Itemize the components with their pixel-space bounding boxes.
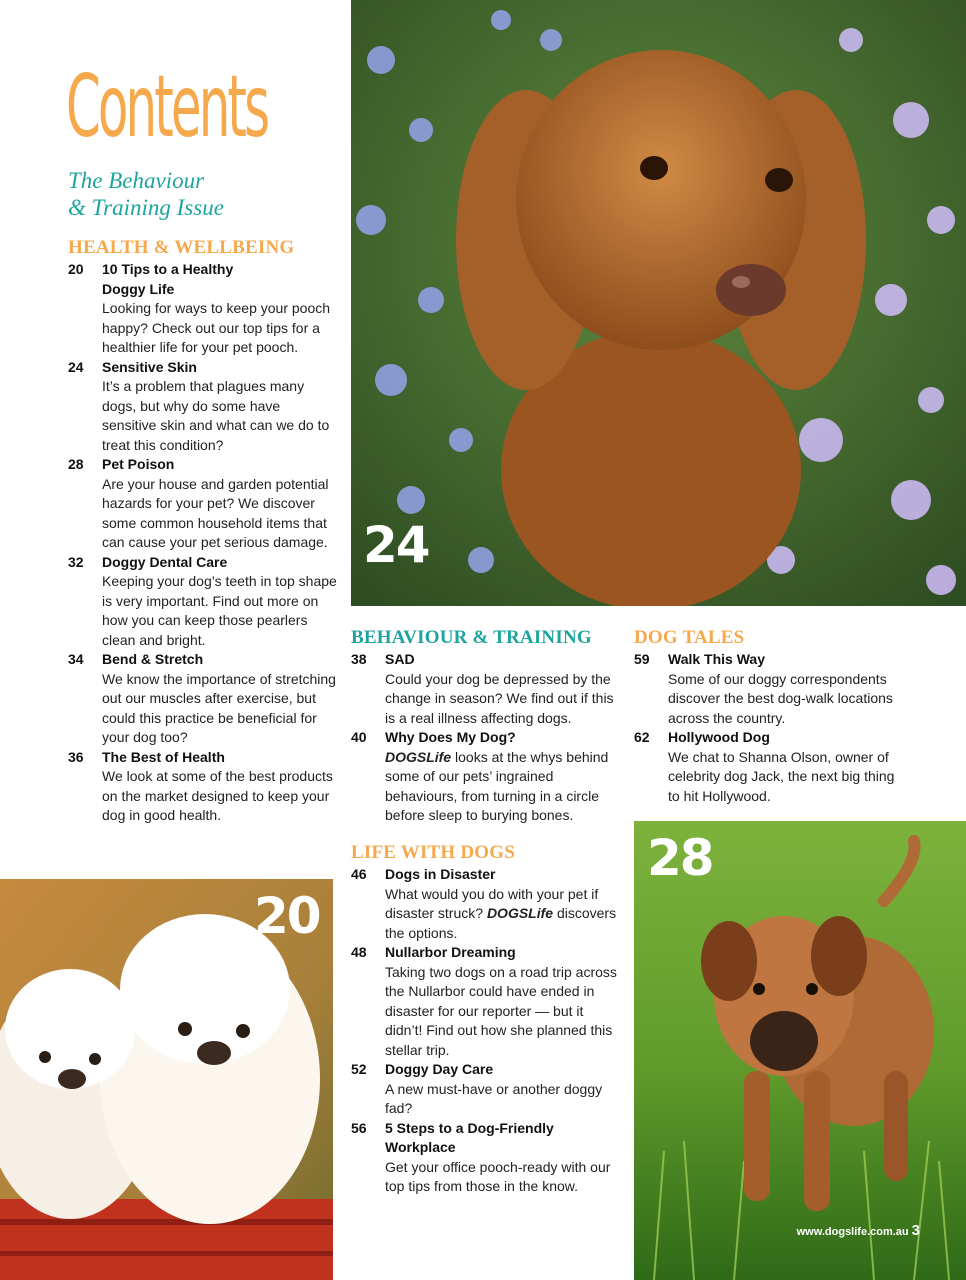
page-number: 56 <box>351 1119 367 1136</box>
page-number: 36 <box>68 748 84 765</box>
section-heading-health: HEALTH & WELLBEING <box>68 237 295 258</box>
entry-description: A new must-have or another doggy fad? <box>385 1080 603 1116</box>
section-heading-tales: DOG TALES <box>634 627 745 648</box>
tales-list <box>634 650 904 806</box>
entry-title: Nullarbor Dreaming <box>385 944 516 960</box>
dachshund-illustration <box>351 0 966 606</box>
page-number-footer: 3 <box>911 1222 920 1239</box>
entry-description: We know the importance of stretching out our muscles after exercise, but could this practice be beneficial for your dog too? <box>102 670 336 745</box>
magazine-name: DOGSLife <box>486 905 554 921</box>
entry-description: It’s a problem that plagues many dogs, but why do some have sensitive skin and what can we do to treat this condition? <box>102 378 330 453</box>
entry-description: What would you do with your pet if disaster struck? DOGSLife discovers the options. <box>385 885 617 941</box>
page-number: 24 <box>68 358 84 375</box>
toc-entry[interactable] <box>68 260 338 358</box>
page-number: 52 <box>351 1061 367 1077</box>
puppy-photo <box>634 821 966 1280</box>
entry-description: DOGSLife looks at the whys behind some of our pets’ ingrained behaviours, from turning in a circle before sleep to burying bones. <box>385 748 609 823</box>
entry-description: Are your house and garden potential hazards for your pet? We discover some common household items that can cause your pet serious damage. <box>102 475 329 550</box>
page-title: Contents <box>66 57 268 157</box>
page-number: 28 <box>68 456 84 472</box>
toc-entry[interactable] <box>351 650 621 728</box>
section-heading-behaviour: BEHAVIOUR & TRAINING <box>351 627 592 648</box>
page-number: 20 <box>68 261 84 277</box>
subtitle-line-2: & Training Issue <box>68 195 224 220</box>
toc-entry[interactable] <box>68 553 338 651</box>
section-heading-life: LIFE WITH DOGS <box>351 842 515 863</box>
behaviour-list <box>351 650 621 826</box>
toc-entry[interactable] <box>634 728 904 806</box>
toc-entry[interactable] <box>351 1060 621 1119</box>
entry-title: Walk This Way <box>668 651 765 667</box>
puppy-illustration <box>634 821 966 1280</box>
issue-subtitle <box>68 167 224 221</box>
entry-title: Dogs in Disaster <box>385 866 496 882</box>
dachshund-page-badge: 24 <box>363 516 429 574</box>
entry-title: Why Does My Dog? <box>385 729 516 745</box>
entry-description: Get your office pooch-ready with our top tips from those in the know. <box>385 1158 611 1194</box>
toc-entry[interactable] <box>68 455 338 553</box>
magazine-name: DOGSLife <box>385 748 452 765</box>
toc-entry[interactable] <box>351 1119 621 1197</box>
entry-description: Could your dog be depressed by the change in season? We find out if this is a real illness affecting dogs. <box>385 670 614 726</box>
toc-entry[interactable] <box>68 358 338 456</box>
page-number: 40 <box>351 729 367 745</box>
entry-title: Bend & Stretch <box>102 651 204 667</box>
pekingese-page-badge: 20 <box>254 887 320 945</box>
toc-entry[interactable] <box>68 650 338 748</box>
toc-entry[interactable] <box>351 865 621 943</box>
entry-description: Some of our doggy correspondents discover the best dog-walk locations across the country. <box>668 670 893 726</box>
page-number: 62 <box>634 729 650 745</box>
entry-title: 10 Tips to a Healthy Doggy Life <box>102 261 234 297</box>
pekingese-photo <box>0 879 333 1280</box>
website-url[interactable]: www.dogslife.com.au <box>796 1226 909 1238</box>
entry-title: Pet Poison <box>102 456 175 472</box>
life-list <box>351 865 621 1197</box>
entry-title: Doggy Dental Care <box>102 553 228 570</box>
health-list <box>68 260 338 826</box>
entry-description: Taking two dogs on a road trip across the Nullarbor could have ended in disaster for our reporter — but it didn’t! Find out how she planned this stellar trip. <box>385 963 617 1058</box>
toc-entry[interactable] <box>351 943 621 1060</box>
page-number: 38 <box>351 651 367 667</box>
entry-title: The Best of Health <box>102 748 225 765</box>
entry-title: Hollywood Dog <box>668 729 770 745</box>
page-number: 46 <box>351 866 367 882</box>
toc-entry[interactable] <box>351 728 621 826</box>
page-number: 34 <box>68 651 84 667</box>
puppy-page-badge: 28 <box>647 829 713 887</box>
entry-title: Sensitive Skin <box>102 358 197 375</box>
toc-entry[interactable] <box>634 650 904 728</box>
page-number: 48 <box>351 944 367 960</box>
page-number: 32 <box>68 553 84 570</box>
page-number: 59 <box>634 651 650 667</box>
subtitle-line-1: The Behaviour <box>68 168 205 193</box>
entry-title: 5 Steps to a Dog-Friendly Workplace <box>385 1119 554 1155</box>
toc-entry[interactable] <box>68 748 338 826</box>
dachshund-photo <box>351 0 966 606</box>
entry-description: We chat to Shanna Olson, owner of celebrity dog Jack, the next big thing to hit Hollywood. <box>668 748 895 804</box>
entry-description: Keeping your dog’s teeth in top shape is very important. Find out more on how you can keep those pearlers clean and bright. <box>102 573 337 648</box>
entry-title: SAD <box>385 651 415 667</box>
page-footer <box>797 1222 920 1239</box>
entry-title: Doggy Day Care <box>385 1061 494 1077</box>
entry-description: Looking for ways to keep your pooch happy? Check out our top tips for a healthier life for your pet pooch. <box>102 300 331 355</box>
entry-description: We look at some of the best products on the market designed to keep your dog in good health. <box>102 768 333 823</box>
